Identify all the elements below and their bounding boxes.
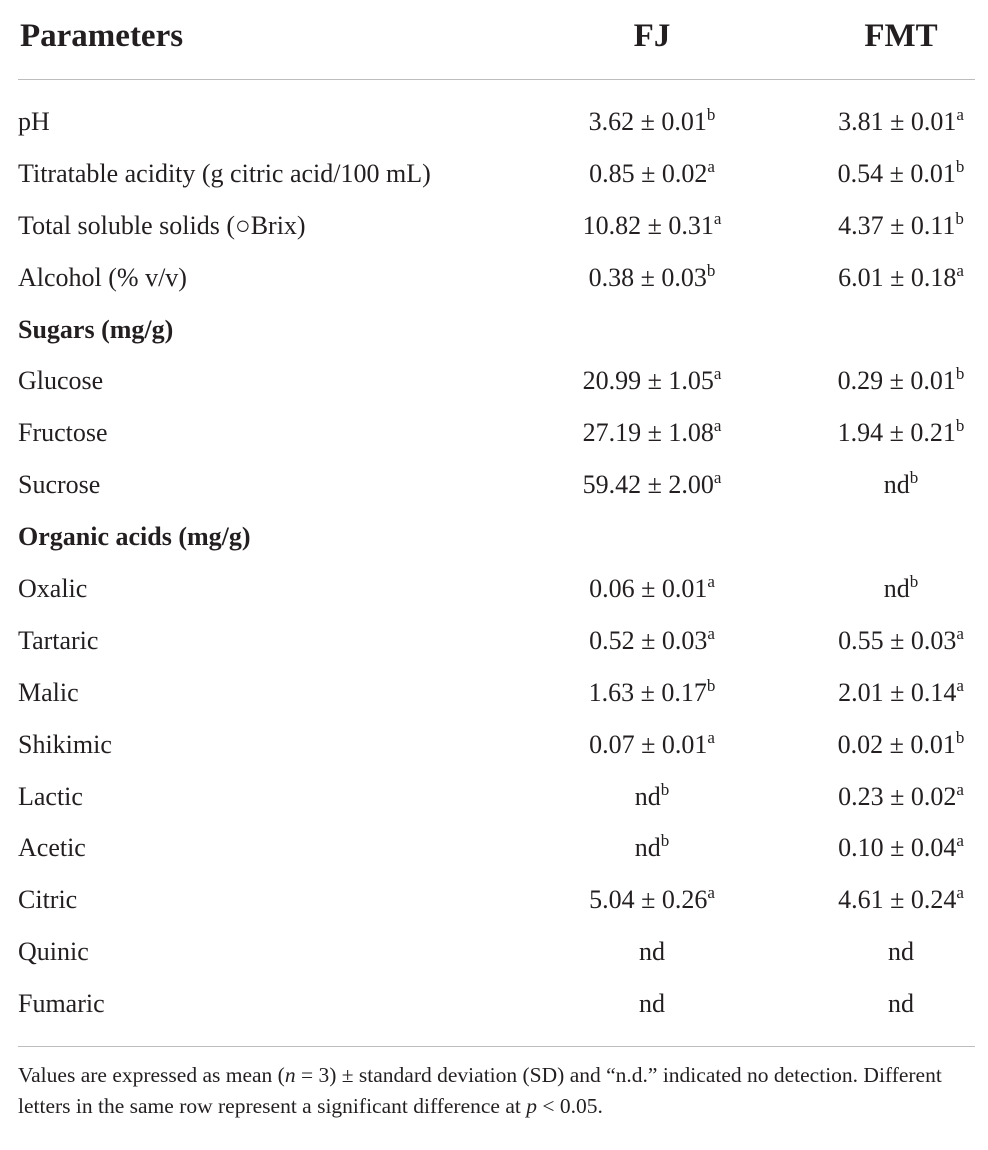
parameter-cell: Shikimic — [18, 729, 112, 759]
fj-value-cell — [523, 728, 781, 762]
parameter-cell: Lactic — [18, 781, 83, 811]
parameter-cell: Oxalic — [18, 574, 88, 604]
parameter-cell: Quinic — [18, 937, 89, 967]
fj-value: 5.04 ± 0.26 — [589, 885, 708, 915]
fmt-value: 6.01 ± 0.18 — [838, 262, 957, 292]
fmt-value-cell — [771, 209, 988, 243]
footnote-text-middle: = 3) ± standard deviation (SD) and “n.d.” indicated no detection. Different letters in the same row represent a significant difference at — [18, 1063, 942, 1118]
fj-value: nd — [639, 937, 665, 967]
table-row — [18, 357, 975, 409]
fj-value-cell — [523, 416, 781, 450]
fj-value-cell — [523, 209, 781, 243]
fj-significance-letter: b — [660, 779, 670, 799]
fmt-value-cell — [771, 935, 988, 969]
fj-value-cell — [523, 780, 781, 814]
fmt-value: 3.81 ± 0.01 — [838, 107, 957, 136]
fj-value-cell — [523, 261, 781, 295]
table-footnote — [18, 1060, 975, 1122]
header-fj: FJ — [633, 18, 671, 54]
table-row — [18, 980, 975, 1032]
fmt-value: 0.55 ± 0.03 — [838, 625, 957, 655]
section-label: Sugars (mg/g) — [18, 314, 174, 344]
footnote-divider — [18, 1046, 975, 1047]
table-row — [18, 565, 975, 617]
fmt-significance-letter: a — [956, 623, 964, 643]
fmt-value: 4.61 ± 0.24 — [838, 885, 957, 915]
fmt-value-cell — [771, 105, 988, 139]
fmt-significance-letter: b — [909, 572, 919, 592]
fmt-significance-letter: b — [955, 416, 965, 436]
fmt-value-cell — [771, 883, 988, 917]
fj-value: 1.63 ± 0.17 — [588, 677, 707, 707]
parameter-cell: Alcohol (% v/v) — [18, 262, 187, 292]
table-row — [18, 617, 975, 669]
fj-value-cell — [523, 364, 781, 398]
fj-value-cell — [523, 105, 781, 139]
fj-significance-letter: a — [707, 623, 715, 643]
fmt-value-cell — [771, 157, 988, 191]
header-fmt: FMT — [864, 18, 938, 54]
fj-significance-letter: a — [707, 156, 715, 176]
table-row — [18, 773, 975, 825]
fj-value: nd — [634, 833, 661, 863]
parameter-cell: Fumaric — [18, 989, 105, 1019]
fmt-value-cell — [771, 261, 988, 295]
fj-value-cell — [523, 935, 781, 969]
section-row — [18, 513, 975, 565]
parameter-cell: Total soluble solids (○Brix) — [18, 210, 306, 240]
fj-value: 10.82 ± 0.31 — [582, 210, 714, 240]
fj-value: 0.85 ± 0.02 — [589, 158, 708, 188]
parameter-cell: Sucrose — [18, 470, 101, 500]
fmt-value-cell — [771, 728, 988, 762]
fmt-value-cell — [771, 831, 988, 865]
table-row — [18, 150, 975, 202]
fmt-value-cell — [771, 468, 988, 502]
fmt-value-cell — [771, 780, 988, 814]
fmt-significance-letter: a — [956, 675, 964, 695]
fmt-value: nd — [888, 989, 914, 1019]
table-row — [18, 254, 975, 306]
fmt-significance-letter: b — [955, 364, 965, 384]
fj-value: 20.99 ± 1.05 — [582, 366, 714, 396]
table-row — [18, 824, 975, 876]
section-label: Organic acids (mg/g) — [18, 522, 251, 552]
fj-value: 59.42 ± 2.00 — [582, 470, 714, 500]
fmt-value: nd — [883, 574, 910, 604]
fj-significance-letter: b — [706, 260, 716, 280]
fj-value-cell — [523, 572, 781, 606]
fj-value-cell — [523, 883, 781, 917]
fmt-value-cell — [771, 364, 988, 398]
fj-value-cell — [523, 676, 781, 710]
table-body — [18, 98, 975, 1032]
table-row — [18, 928, 975, 980]
fj-value-cell — [523, 624, 781, 658]
parameter-cell: Tartaric — [18, 625, 99, 655]
fmt-value: 2.01 ± 0.14 — [838, 677, 957, 707]
table-row — [18, 409, 975, 461]
fmt-significance-letter: b — [909, 468, 919, 488]
fj-value-cell — [523, 831, 781, 865]
footnote-text-start: Values are expressed as mean ( — [18, 1063, 285, 1087]
parameter-cell: Titratable acidity (g citric acid/100 mL) — [18, 158, 431, 188]
fmt-value: 0.02 ± 0.01 — [837, 729, 956, 759]
fmt-value: 4.37 ± 0.11 — [838, 210, 956, 240]
fmt-significance-letter: b — [955, 208, 964, 228]
fj-significance-letter: a — [713, 468, 722, 488]
fmt-significance-letter: a — [956, 779, 964, 799]
parameter-cell: Malic — [18, 677, 79, 707]
footnote-n-variable: n — [284, 1063, 296, 1087]
fj-value-cell — [523, 468, 781, 502]
fj-significance-letter: a — [707, 883, 715, 903]
table-row — [18, 669, 975, 721]
fj-significance-letter: a — [707, 727, 715, 747]
fmt-significance-letter: a — [956, 260, 964, 280]
fj-value: 0.06 ± 0.01 — [589, 574, 708, 604]
fmt-significance-letter: b — [955, 156, 965, 176]
fmt-value-cell — [771, 572, 988, 606]
footnote-text-end: < 0.05. — [536, 1094, 603, 1118]
fmt-value: 0.54 ± 0.01 — [837, 158, 956, 188]
fmt-significance-letter: a — [956, 883, 964, 903]
fj-significance-letter: b — [706, 675, 716, 695]
fmt-value: 1.94 ± 0.21 — [837, 418, 956, 448]
fj-significance-letter: a — [713, 364, 722, 384]
table-row — [18, 721, 975, 773]
fmt-value-cell — [771, 624, 988, 658]
fmt-value: nd — [883, 470, 910, 500]
header-parameters: Parameters — [20, 18, 184, 54]
fj-significance-letter: a — [707, 572, 715, 592]
section-row — [18, 306, 975, 358]
fmt-value: 0.10 ± 0.04 — [838, 833, 957, 863]
parameter-cell: pH — [18, 107, 50, 136]
table-row — [18, 98, 975, 150]
fj-value-cell — [523, 157, 781, 191]
fj-value: 0.38 ± 0.03 — [588, 262, 707, 292]
parameter-cell: Acetic — [18, 833, 86, 863]
fj-value: 0.52 ± 0.03 — [589, 625, 708, 655]
fj-significance-letter: a — [713, 208, 722, 228]
table-row — [18, 876, 975, 928]
fmt-value: 0.29 ± 0.01 — [837, 366, 956, 396]
fmt-value: 0.23 ± 0.02 — [838, 781, 957, 811]
fj-value-cell — [523, 987, 781, 1021]
fj-value: nd — [639, 989, 665, 1019]
fj-significance-letter: b — [706, 105, 716, 124]
fmt-significance-letter: a — [956, 831, 964, 851]
fmt-significance-letter: b — [955, 727, 965, 747]
fmt-value: nd — [888, 937, 914, 967]
fj-significance-letter: b — [660, 831, 670, 851]
table-header-row — [18, 0, 975, 80]
footnote-p-variable: p — [526, 1094, 537, 1118]
fj-significance-letter: a — [713, 416, 722, 436]
fj-value: 3.62 ± 0.01 — [588, 107, 707, 136]
fj-value: 0.07 ± 0.01 — [589, 729, 708, 759]
parameter-cell: Glucose — [18, 366, 104, 396]
fj-value: nd — [634, 781, 661, 811]
parameter-cell: Citric — [18, 885, 78, 915]
fj-value: 27.19 ± 1.08 — [582, 418, 714, 448]
fmt-value-cell — [771, 987, 988, 1021]
fmt-value-cell — [771, 416, 988, 450]
parameter-cell: Fructose — [18, 418, 108, 448]
table-row — [18, 461, 975, 513]
table-row — [18, 202, 975, 254]
fmt-value-cell — [771, 676, 988, 710]
fmt-significance-letter: a — [956, 105, 964, 124]
